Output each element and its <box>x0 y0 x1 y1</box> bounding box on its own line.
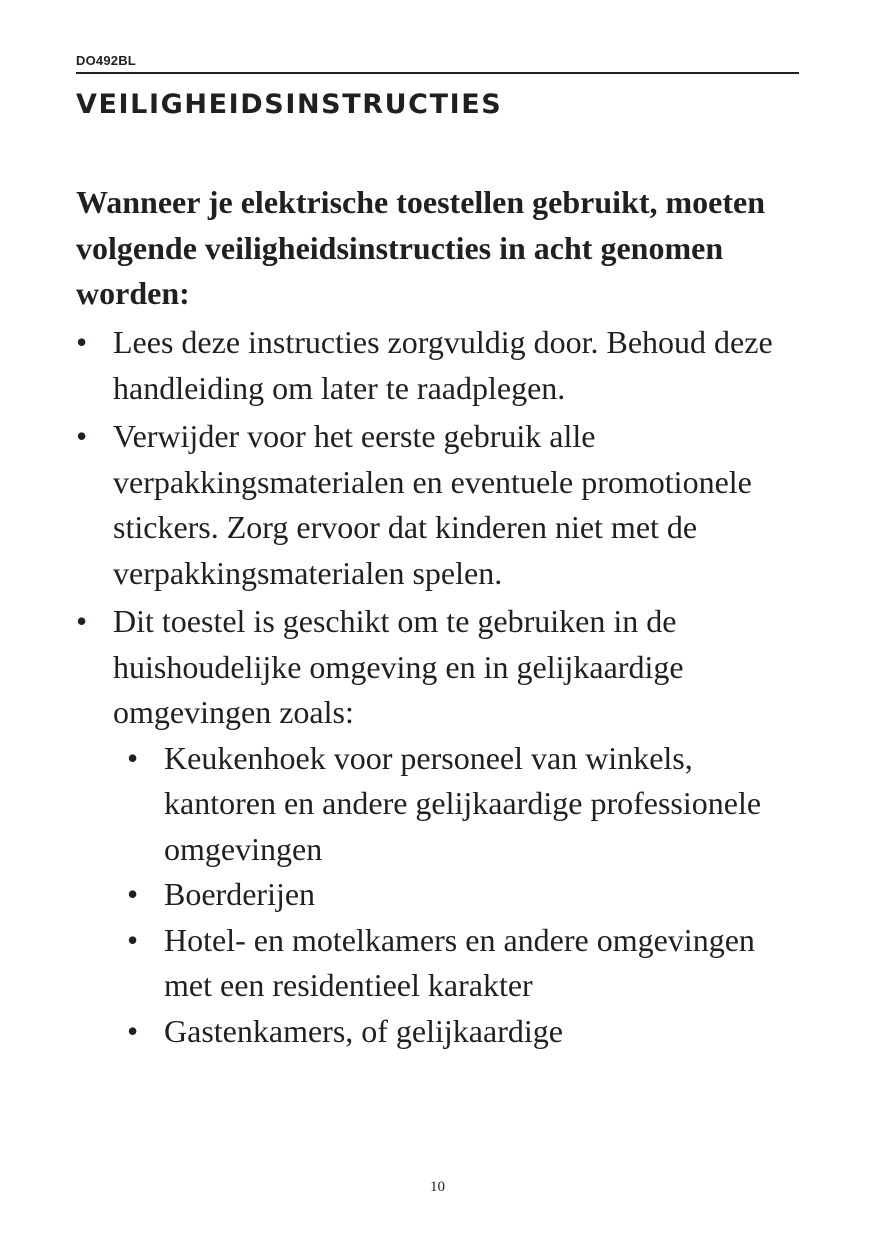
bullet-icon: • <box>127 739 139 776</box>
list-item-text: Dit toestel is geschikt om te gebruiken in de huishoudelijke omgeving en in gelijkaardige omgevingen zoals: <box>113 603 684 730</box>
bullet-icon: • <box>76 603 88 639</box>
list-item <box>76 320 800 411</box>
bullet-icon: • <box>76 324 88 360</box>
sub-list-item <box>113 918 800 1009</box>
sub-list-item-text: Keukenhoek voor personeel van winkels, kantoren en andere gelijkaardige professionele omgevingen <box>164 739 762 867</box>
sub-list-item <box>113 736 800 873</box>
section-title: VEILIGHEIDSINSTRUCTIES <box>76 89 503 120</box>
sub-list-item-text: Hotel- en motelkamers en andere omgevingen met een residentieel karakter <box>164 921 755 1003</box>
bullet-icon: • <box>76 418 88 454</box>
list-item <box>76 414 800 596</box>
model-code: DO492BL <box>76 53 136 68</box>
sub-list-item-text: Boerderijen <box>164 876 316 912</box>
sub-list-item <box>113 1009 800 1055</box>
bullet-icon: • <box>127 921 139 958</box>
page-number: 10 <box>430 1179 445 1195</box>
sub-list-item <box>113 872 800 918</box>
sub-list <box>113 736 800 1055</box>
intro-paragraph: Wanneer je elektrische toestellen gebruikt, moeten volgende veiligheidsinstructies in acht genomen worden: <box>76 184 766 311</box>
sub-list-item-text: Gastenkamers, of gelijkaardige <box>164 1012 563 1049</box>
header-rule <box>76 72 799 74</box>
bullet-icon: • <box>127 1012 139 1049</box>
safety-instructions <box>76 320 800 1057</box>
instruction-list <box>76 320 800 1054</box>
list-item <box>76 599 800 1054</box>
list-item-text: Verwijder voor het eerste gebruik alle verpakkingsmaterialen en eventuele promotionele stickers. Zorg ervoor dat kinderen niet met de verpakkingsmaterialen spelen. <box>113 418 752 591</box>
list-item-text: Lees deze instructies zorgvuldig door. Behoud deze handleiding om later te raadplegen. <box>113 324 773 406</box>
bullet-icon: • <box>127 876 139 912</box>
